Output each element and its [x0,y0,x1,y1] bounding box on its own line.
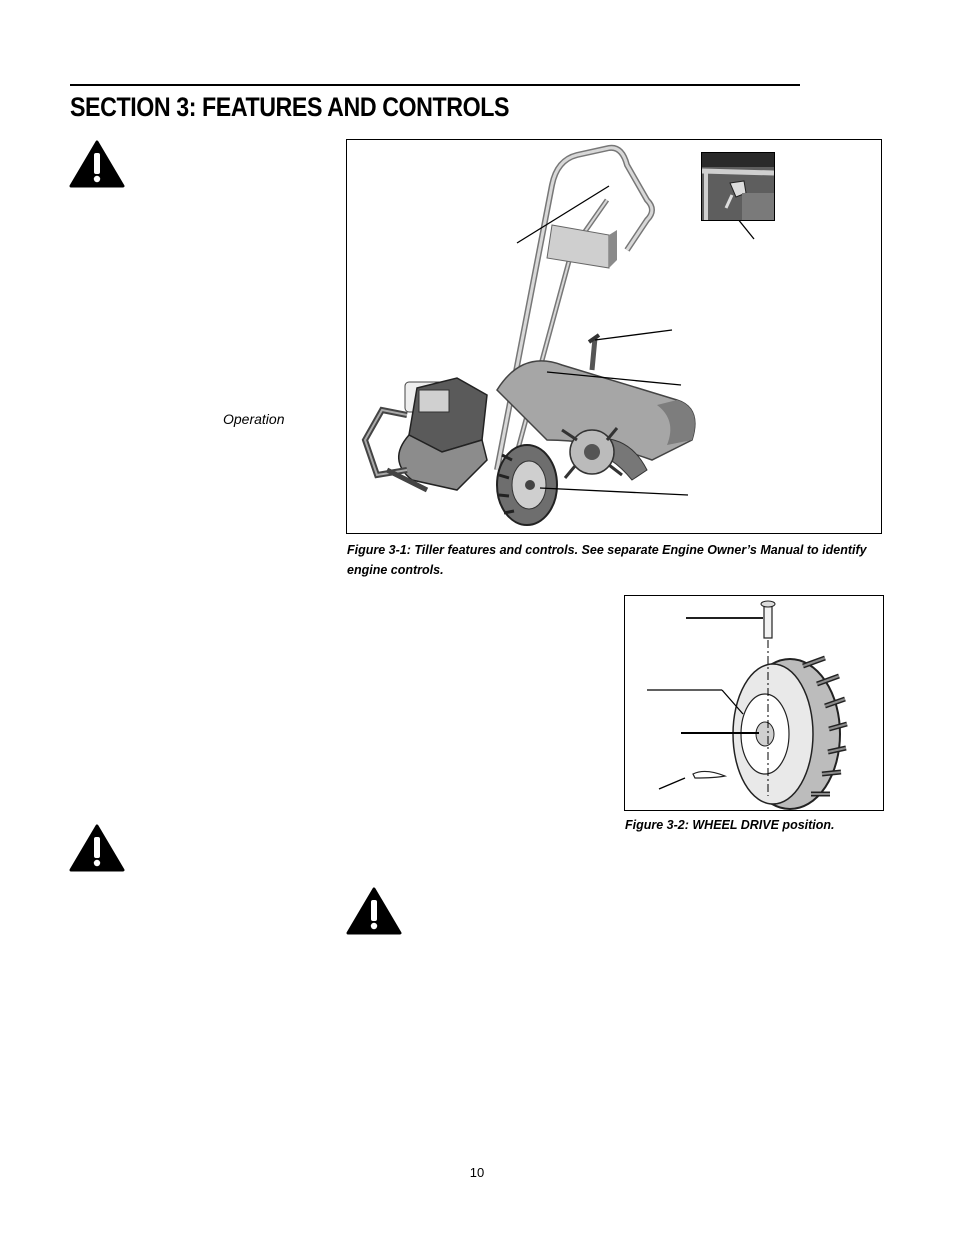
tiller-drawing [347,140,882,534]
figure-2-caption: Figure 3-2: WHEEL DRIVE position. [625,818,835,832]
wheel-drive-drawing [625,596,884,811]
warning-triangle-icon [346,887,402,935]
figure-inset-detail [701,152,775,221]
page-number: 10 [469,1165,485,1180]
section-title: SECTION 3: FEATURES AND CONTROLS [70,92,510,122]
side-note: Operation [223,411,285,427]
warning-triangle-icon [69,824,125,872]
figure-tiller-illustration [346,139,882,534]
figure-wheel-drive [624,595,884,811]
section-rule [70,84,800,86]
warning-triangle-icon [69,140,125,188]
figure-1-caption: Figure 3-1: Tiller features and controls. See separate Engine Owner’s Manual to identify engine controls. [347,543,867,577]
